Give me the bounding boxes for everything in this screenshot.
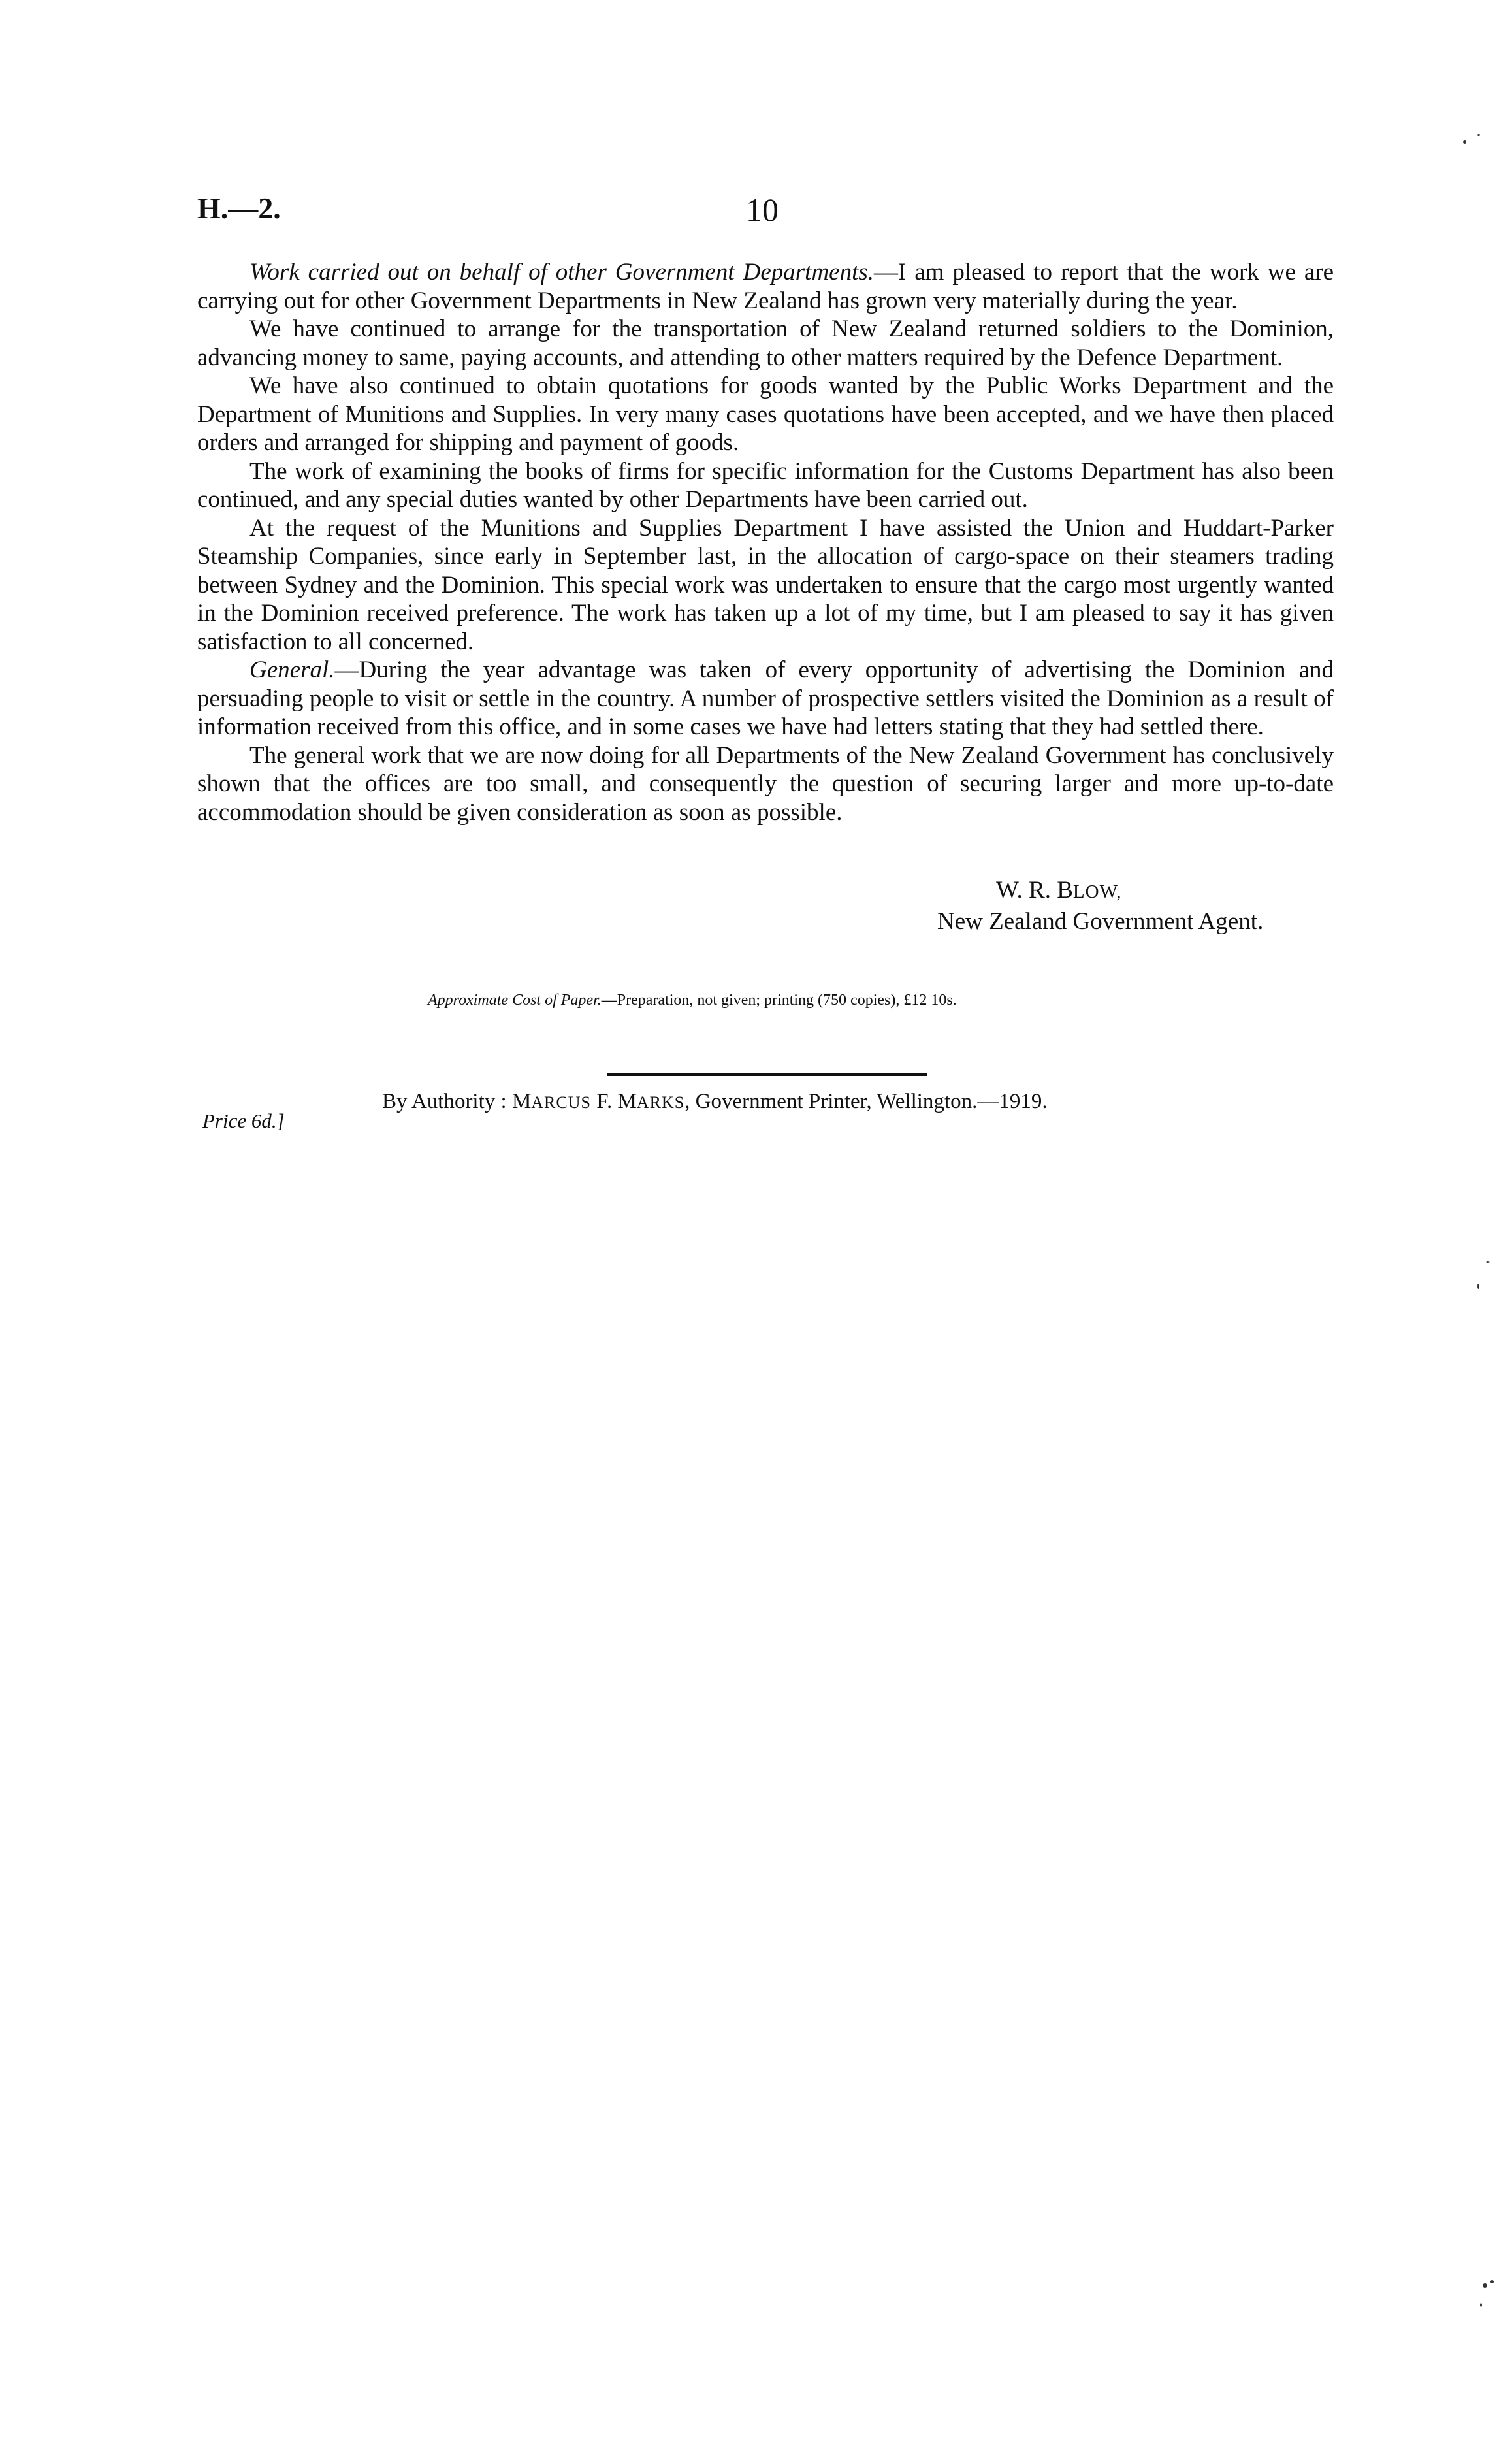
paragraph-text: The general work that we are now doing for all Departments of the New Zealand Government has conclusively shown that the offices are too small, and consequently the question of securing larger and more up-to-date accommodation should be given consideration as soon as possible. [197,742,1334,826]
page-number: 10 [746,191,779,228]
divider-rule [607,1073,927,1076]
scan-speck [1490,2280,1494,2283]
signatory-name [862,875,1332,907]
paragraph-text: —During the year advantage was taken of every opportunity of advertising the Dominion and persuading people to visit or settle in the country. A number of prospective settlers visited the Dominion as a result of information received from this office, and in some cases we have had letters stating that they had settled there. [197,657,1334,740]
paragraph [197,457,1334,514]
imprint-middle: F. [590,1090,618,1113]
report-body [197,258,1334,826]
signature-block [862,875,1332,936]
imprint-prefix: By Authority : [382,1090,512,1113]
signatory-title: New Zealand Government Agent. [937,908,1264,935]
paragraph [197,514,1334,657]
paragraph [197,372,1334,457]
scan-speck [1480,2303,1482,2307]
paragraph [197,258,1334,315]
document-reference: H.—2. [197,191,281,225]
paragraph [197,742,1334,827]
cost-note-label: Approximate Cost of Paper. [428,992,602,1009]
signatory-initials: W. R. [996,877,1057,904]
cost-note-text: —Preparation, not given; printing (750 copies), £12 10s. [601,992,957,1009]
signatory-surname-rest: LOW, [1072,881,1122,902]
imprint-name1-rest: ARCUS [531,1093,591,1112]
scan-speck [1477,134,1480,136]
imprint-suffix: , Government Printer, Wellington.—1919. [684,1090,1048,1113]
imprint-name2-rest: ARKS [636,1093,685,1112]
paragraph [197,656,1334,742]
price-note: Price 6d.] [202,1109,285,1132]
paragraph-text: At the request of the Munitions and Supplies Department I have assisted the Union and Huddart-Parker Steamship Companies, since early in September last, in the allocation of cargo-space on their steamers trading between Sydney and the Dominion. This special work was undertaken to ensure that the cargo most urgently wanted in the Dominion received preference. The work has taken up a lot of my time, but I am pleased to say it has given satisfaction to all concerned. [197,514,1334,655]
paragraph-heading: Work carried out on behalf of other Government Departments. [249,259,875,285]
imprint-name2-initial: M [617,1090,637,1113]
signatory-surname-initial: B [1057,877,1073,904]
paragraph-text: We have continued to arrange for the transportation of New Zealand returned soldiers to the Dominion, advancing money to same, paying accounts, and attending to other matters required by the Defence Department. [197,316,1334,371]
paragraph-text: We have also continued to obtain quotations for goods wanted by the Public Works Department and the Department of Munitions and Supplies. In very many cases quotations have been accepted, and we have then placed orders and arranged for shipping and payment of goods. [197,372,1334,456]
paragraph-heading: General. [249,657,335,683]
imprint-name1-initial: M [511,1090,532,1113]
printer-imprint [382,1090,1296,1114]
cost-note [428,992,1212,1009]
scan-speck [1483,2283,1487,2288]
scan-speck [1486,1261,1490,1263]
paragraph-text: The work of examining the books of firms for specific information for the Customs Department has also been continued, and any special duties wanted by other Departments have been carried out. [197,457,1334,513]
paragraph-text: —I am pleased to report that the work we are carrying out for other Government Departments in New Zealand has grown very materially during the year. [197,259,1334,314]
scan-speck [1463,140,1466,144]
paragraph [197,315,1334,372]
scan-speck [1477,1284,1479,1289]
